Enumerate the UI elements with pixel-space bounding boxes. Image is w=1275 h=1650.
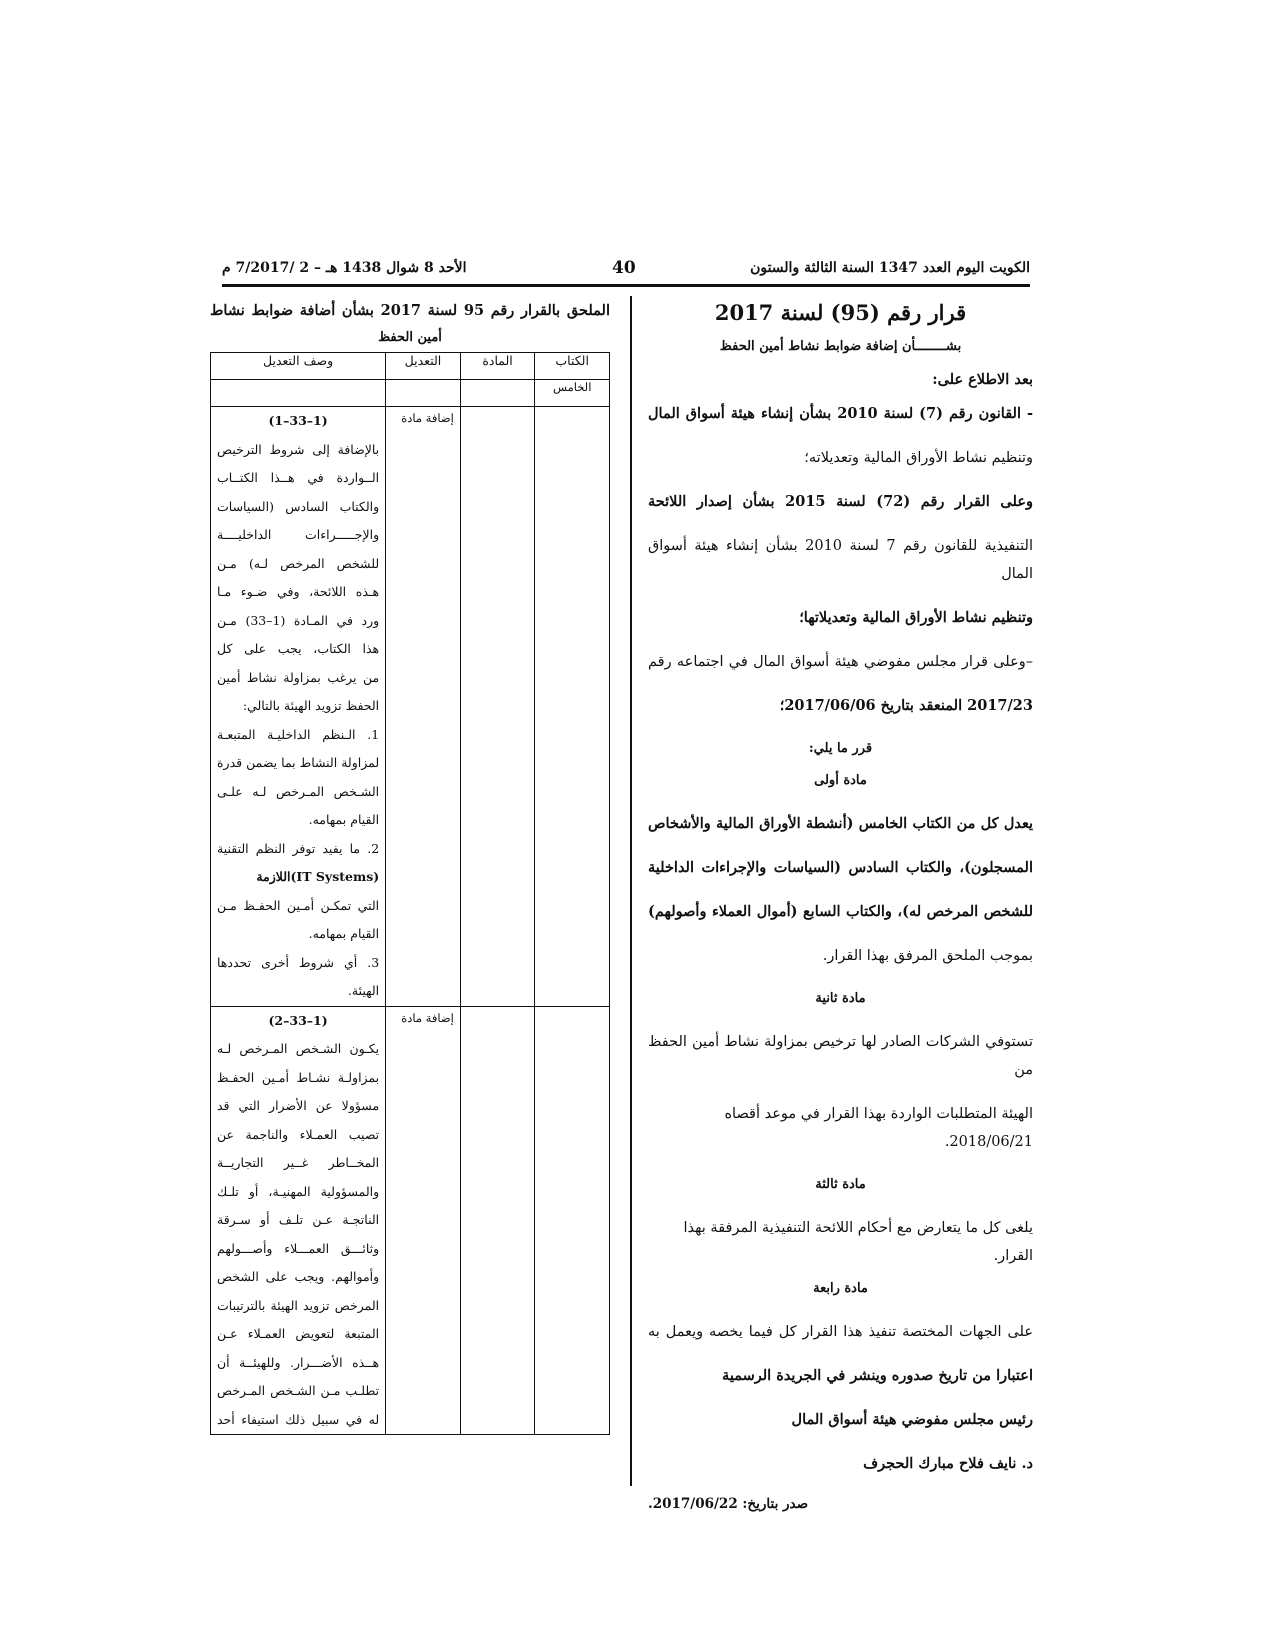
- article-4-heading: مادة رابعة: [813, 1281, 868, 1296]
- column-divider: [630, 296, 632, 1486]
- article-2-line: تستوفي الشركات الصادر لها ترخيص بمزاولة نشاط أمين الحفظ من: [648, 1034, 1033, 1078]
- header-date: الأحد 8 شوال 1438 هـ – 2 /7/2017 م: [222, 260, 467, 276]
- description-line: تصيب العمـلاء والناجمة عن: [217, 1126, 380, 1142]
- preamble-line: وعلى القرار رقم (72) لسنة 2015 بشأن إصدار اللائحة: [648, 493, 1033, 510]
- article-2-line: الهيئة المتطلبات الواردة بهذا القرار في موعد أقصاه 2018/06/21.: [724, 1106, 1033, 1150]
- description-line: وأموالهم. ويجب على الشخص: [217, 1269, 380, 1284]
- article-code: (1–33–2): [268, 1012, 328, 1028]
- signatory-title: رئيس مجلس مفوضي هيئة أسواق المال: [791, 1411, 1033, 1428]
- cell-amendment: [386, 380, 461, 407]
- description-line: التي تمكـن أمـين الحفـظ مـن: [217, 897, 380, 913]
- table-row: [211, 407, 610, 1007]
- description-line: والمسؤولية المهنيـة، أو تلـك: [217, 1183, 380, 1199]
- description-line: وثائـــق العمـــلاء وأصـــولهم: [217, 1240, 380, 1256]
- article-code: (1–33–1): [268, 413, 328, 428]
- description-line: المخــاطر غــير التجاريــة: [217, 1155, 380, 1170]
- cell-article: [460, 1006, 535, 1435]
- description-line: الهيئة.: [347, 983, 380, 998]
- preamble-line: - القانون رقم (7) لسنة 2010 بشأن إنشاء هيئة أسواق المال: [648, 405, 1034, 422]
- annex-table: [210, 352, 610, 1435]
- cell-description: [211, 380, 386, 407]
- description-line: 2. ما يفيد توفر النظم التقنية: [217, 840, 380, 856]
- description-line: هذا الكتاب، يجب على كل: [217, 641, 380, 656]
- description-line: المتبعة لتعويض العمـلاء عـن: [217, 1326, 380, 1341]
- description-line: بمزاولـة نشـاط أمـين الحفـظ: [217, 1069, 380, 1085]
- col-header-book: الكتاب: [535, 353, 610, 380]
- cell-article: [460, 380, 535, 407]
- description-line: الشـخص المـرخص لـه علـى: [217, 783, 380, 799]
- decision-subject: بشــــــــأن إضافة ضوابط نشاط أمين الحفظ: [719, 339, 962, 354]
- cell-book: [535, 1006, 610, 1435]
- description-line: 1. الـنظم الداخليـة المتبعـة: [217, 726, 380, 742]
- preamble-line: التنفيذية للقانون رقم 7 لسنة 2010 بشأن إنشاء هيئة أسواق المال: [648, 538, 1033, 582]
- description-line: القيام بمهامه.: [308, 812, 380, 827]
- description-line: القيام بمهامه.: [308, 926, 380, 941]
- page-header: [222, 258, 1030, 284]
- description-line: من يرغب بمزاولة نشاط أمين: [217, 669, 380, 685]
- cell-description: [211, 407, 386, 1007]
- description-line: لمزاولة النشاط بما يضمن قدرة: [217, 755, 380, 770]
- description-line: بالإضافة إلى شروط الترخيص: [217, 441, 380, 457]
- decision-column: [648, 296, 1033, 1512]
- cell-article: [460, 407, 535, 1007]
- article-3-line: يلغى كل ما يتعارض مع أحكام اللائحة التنفيذية المرفقة بهذا القرار.: [683, 1220, 1033, 1264]
- header-publication: الكويت اليوم العدد 1347 السنة الثالثة والستون: [750, 260, 1030, 276]
- description-line: الحفظ تزويد الهيئة بالتالي:: [242, 698, 380, 713]
- article-2-heading: مادة ثانية: [815, 991, 866, 1006]
- article-4-line: على الجهات المختصة تنفيذ هذا القرار كل فيما يخصه ويعمل به: [648, 1324, 1033, 1340]
- table-row: [211, 1006, 610, 1435]
- header-rule: [222, 284, 1030, 287]
- article-1-line: للشخص المرخص له)، والكتاب السابع (أموال العملاء وأصولهم): [648, 903, 1033, 920]
- cell-book: [535, 407, 610, 1007]
- cell-book: الخامس: [535, 380, 610, 407]
- preamble-line: بعد الاطلاع على:: [932, 371, 1033, 388]
- cell-description: [211, 1006, 386, 1435]
- description-line: والكتاب السادس (السياسات: [217, 498, 380, 514]
- annex-subtitle: أمين الحفظ: [378, 330, 442, 345]
- decision-title: قرار رقم (95) لسنة 2017: [714, 300, 967, 325]
- description-line: الــواردة في هــذا الكتــاب: [217, 470, 380, 485]
- description-line: ورد في المـادة (1–33) مـن: [217, 612, 380, 628]
- table-header-row: [211, 353, 610, 380]
- preamble-line: –وعلى قرار مجلس مفوضي هيئة أسواق المال في اجتماعه رقم: [648, 654, 1033, 670]
- page-number: 40: [612, 258, 636, 278]
- description-line: (IT Systems)اللازمة: [256, 869, 380, 884]
- description-line: يكـون الشـخص المـرخص لـه: [217, 1041, 380, 1056]
- description-line: هـذه اللائحة، وفي ضـوء مـا: [217, 584, 380, 599]
- description-line: للشخص المرخص لـه) مـن: [217, 555, 380, 571]
- description-line: مسؤولا عن الأضرار التي قد: [217, 1098, 380, 1113]
- description-line: تطلـب مـن الشـخص المـرخص: [217, 1383, 380, 1398]
- issued-date: صدر بتاريخ: 2017/06/22.: [648, 1496, 809, 1512]
- description-line: المرخص تزويد الهيئة بالترتيبات: [217, 1297, 380, 1313]
- description-line: الناتجـة عـن تلـف أو سـرقة: [217, 1212, 380, 1227]
- preamble-line: وتنظيم نشاط الأوراق المالية وتعديلاتها؛: [799, 609, 1033, 626]
- article-1-line: يعدل كل من الكتاب الخامس (أنشطة الأوراق المالية والأشخاص: [648, 815, 1033, 832]
- table-row: [211, 380, 610, 407]
- signatory-name: د. نايف فلاح مبارك الحجرف: [863, 1455, 1033, 1472]
- annex-column: [210, 296, 610, 1435]
- col-header-article: المادة: [460, 353, 535, 380]
- cell-amendment: إضافة مادة: [386, 407, 461, 1007]
- cell-amendment: إضافة مادة: [386, 1006, 461, 1435]
- preamble-line: 2017/23 المنعقد بتاريخ 2017/06/06؛: [779, 697, 1033, 714]
- article-1-line: بموجب الملحق المرفق بهذا القرار.: [822, 948, 1033, 964]
- description-line: 3. أي شروط أخرى تحددها: [217, 954, 380, 970]
- col-header-amendment: التعديل: [386, 353, 461, 380]
- description-line: له في سبيل ذلك استيفاء أحد: [217, 1411, 380, 1427]
- col-header-description: وصف التعديل: [211, 353, 386, 380]
- description-line: والإجـــــراءات الداخليــــة: [217, 527, 380, 542]
- preamble-line: وتنظيم نشاط الأوراق المالية وتعديلاته؛: [804, 450, 1033, 466]
- annex-title: الملحق بالقرار رقم 95 لسنة 2017 بشأن أضافة ضوابط نشاط: [210, 302, 610, 319]
- article-1-line: المسجلون)، والكتاب السادس (السياسات والإجراءات الداخلية: [648, 859, 1033, 876]
- article-3-heading: مادة ثالثة: [815, 1177, 866, 1192]
- description-line: هــذه الأضـــرار. وللهيئــة أن: [217, 1354, 380, 1370]
- article-4-line: اعتبارا من تاريخ صدوره وينشر في الجريدة الرسمية: [722, 1367, 1033, 1384]
- decided-heading: قرر ما يلي:: [808, 741, 873, 756]
- article-1-heading: مادة أولى: [814, 773, 867, 788]
